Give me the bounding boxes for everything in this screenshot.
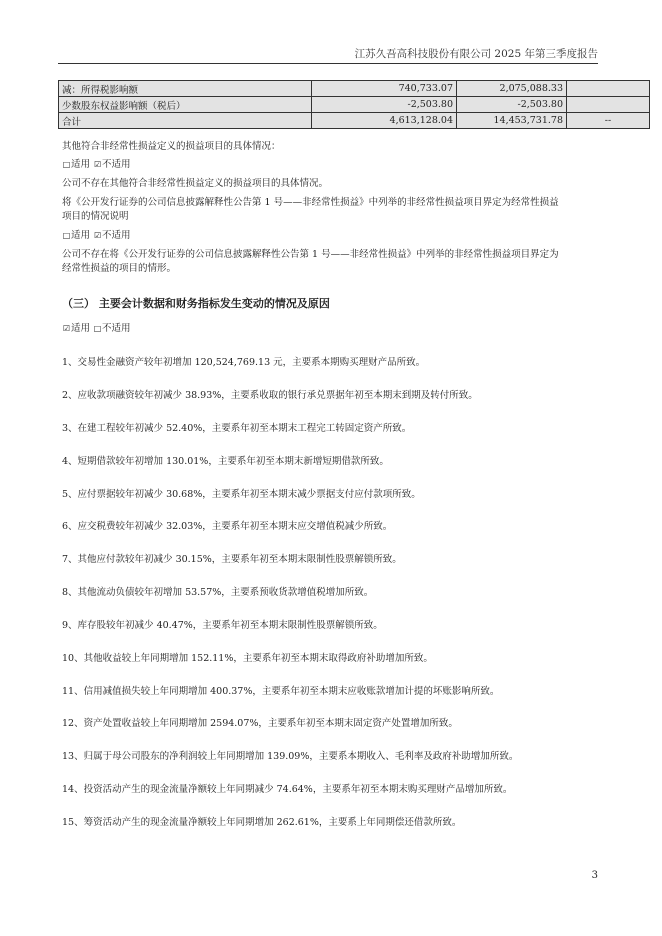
list-item: 2、应收款项融资较年初减少 38.93%，主要系收取的银行承兑票据年初至本期末到期及转付所致。 <box>62 390 478 401</box>
cell-value: 14,453,731.78 <box>457 113 567 129</box>
checkbox-unchecked-icon: □ <box>62 160 71 169</box>
cell-value: -2,503.80 <box>312 97 457 113</box>
list-item: 11、信用减值损失较上年同期增加 400.37%，主要系年初至本期末应收账款增加计提的坏账影响所致。 <box>62 686 500 697</box>
list-item: 1、交易性金融资产较年初增加 120,524,769.13 元，主要系本期购买理财产品所致。 <box>62 357 426 368</box>
list-item: 9、库存股较年初减少 40.47%，主要系年初至本期末限制性股票解锁所致。 <box>62 620 383 631</box>
table-row <box>59 97 650 113</box>
cell-note <box>567 81 650 97</box>
list-item: 7、其他应付款较年初减少 30.15%，主要系年初至本期末限制性股票解锁所致。 <box>62 554 402 565</box>
paragraph-no-other-items: 公司不存在其他符合非经常性损益定义的损益项目的具体情况。 <box>62 178 329 189</box>
checkbox-checked-icon: ☑ <box>93 160 102 169</box>
checkbox-unchecked-icon: □ <box>62 231 71 240</box>
text-line: 公司不存在将《公开发行证券的公司信息披露解释性公告第 1 号——非经常性损益》中列举的非经常性损益项目界定为 <box>62 249 559 260</box>
list-item: 3、在建工程较年初减少 52.40%，主要系年初至本期末工程完工转固定资产所致。 <box>62 423 412 434</box>
list-item: 5、应付票据较年初减少 30.68%，主要系年初至本期末减少票据支付应付款项所致。 <box>62 489 421 500</box>
header-divider <box>58 63 598 64</box>
table-row <box>59 81 650 97</box>
row-label: 减：所得税影响额 <box>59 81 312 97</box>
nonrecurring-table <box>58 80 650 129</box>
list-item: 12、资产处置收益较上年同期增加 2594.07%，主要系年初至本期末固定资产处置增加所致。 <box>62 718 458 729</box>
paragraph-other-items: 其他符合非经常性损益定义的损益项目的具体情况： <box>62 141 281 152</box>
table-row <box>59 113 650 129</box>
list-item: 8、其他流动负债较年初增加 53.57%，主要系预收货款增值税增加所致。 <box>62 587 374 598</box>
option-label: 不适用 <box>102 230 131 241</box>
cell-value: 4,613,128.04 <box>312 113 457 129</box>
applicability-option <box>62 229 598 243</box>
cell-note: -- <box>567 113 650 129</box>
row-label: 少数股东权益影响额（税后） <box>59 97 312 113</box>
list-item: 6、应交税费较年初减少 32.03%，主要系年初至本期末应交增值税减少所致。 <box>62 521 393 532</box>
text-line: 将《公开发行证券的公司信息披露解释性公告第 1 号——非经常性损益》中列举的非经常性损益项目界定为经常性损益 <box>62 197 559 208</box>
cell-note <box>567 97 650 113</box>
row-label: 合计 <box>59 113 312 129</box>
page-header: 江苏久吾高科技股份有限公司 2025 年第三季度报告 <box>354 48 598 60</box>
list-item: 4、短期借款较年初增加 130.01%，主要系年初至本期末新增短期借款所致。 <box>62 456 389 467</box>
checkbox-checked-icon: ☑ <box>93 231 102 240</box>
option-label: 适用 <box>71 323 91 334</box>
section-title: （三） 主要会计数据和财务指标发生变动的情况及原因 <box>62 297 330 310</box>
option-label: 不适用 <box>102 159 131 170</box>
cell-value: -2,503.80 <box>457 97 567 113</box>
option-label: 不适用 <box>102 323 131 334</box>
cell-value: 2,075,088.33 <box>457 81 567 97</box>
list-item: 13、归属于母公司股东的净利润较上年同期增加 139.09%，主要系本期收入、毛利率及政府补助增加所致。 <box>62 751 519 762</box>
option-label: 适用 <box>71 230 91 241</box>
list-item: 14、投资活动产生的现金流量净额较上年同期减少 74.64%，主要系年初至本期末购买理财产品增加所致。 <box>62 784 513 795</box>
paragraph-no-classification <box>62 248 598 276</box>
checkbox-checked-icon: ☑ <box>62 324 71 333</box>
text-line: 项目的情况说明 <box>62 211 129 222</box>
paragraph-classification <box>62 196 598 224</box>
list-item: 10、其他收益较上年同期增加 152.11%，主要系年初至本期末取得政府补助增加所致。 <box>62 653 433 664</box>
option-label: 适用 <box>71 159 91 170</box>
page-number: 3 <box>591 870 598 881</box>
applicability-option <box>62 158 598 172</box>
applicability-option <box>62 322 598 336</box>
cell-value: 740,733.07 <box>312 81 457 97</box>
checkbox-unchecked-icon: □ <box>93 324 102 333</box>
list-item: 15、筹资活动产生的现金流量净额较上年同期增加 262.61%，主要系上年同期偿还借款所致。 <box>62 817 462 828</box>
text-line: 经常性损益的项目的情形。 <box>62 263 177 274</box>
